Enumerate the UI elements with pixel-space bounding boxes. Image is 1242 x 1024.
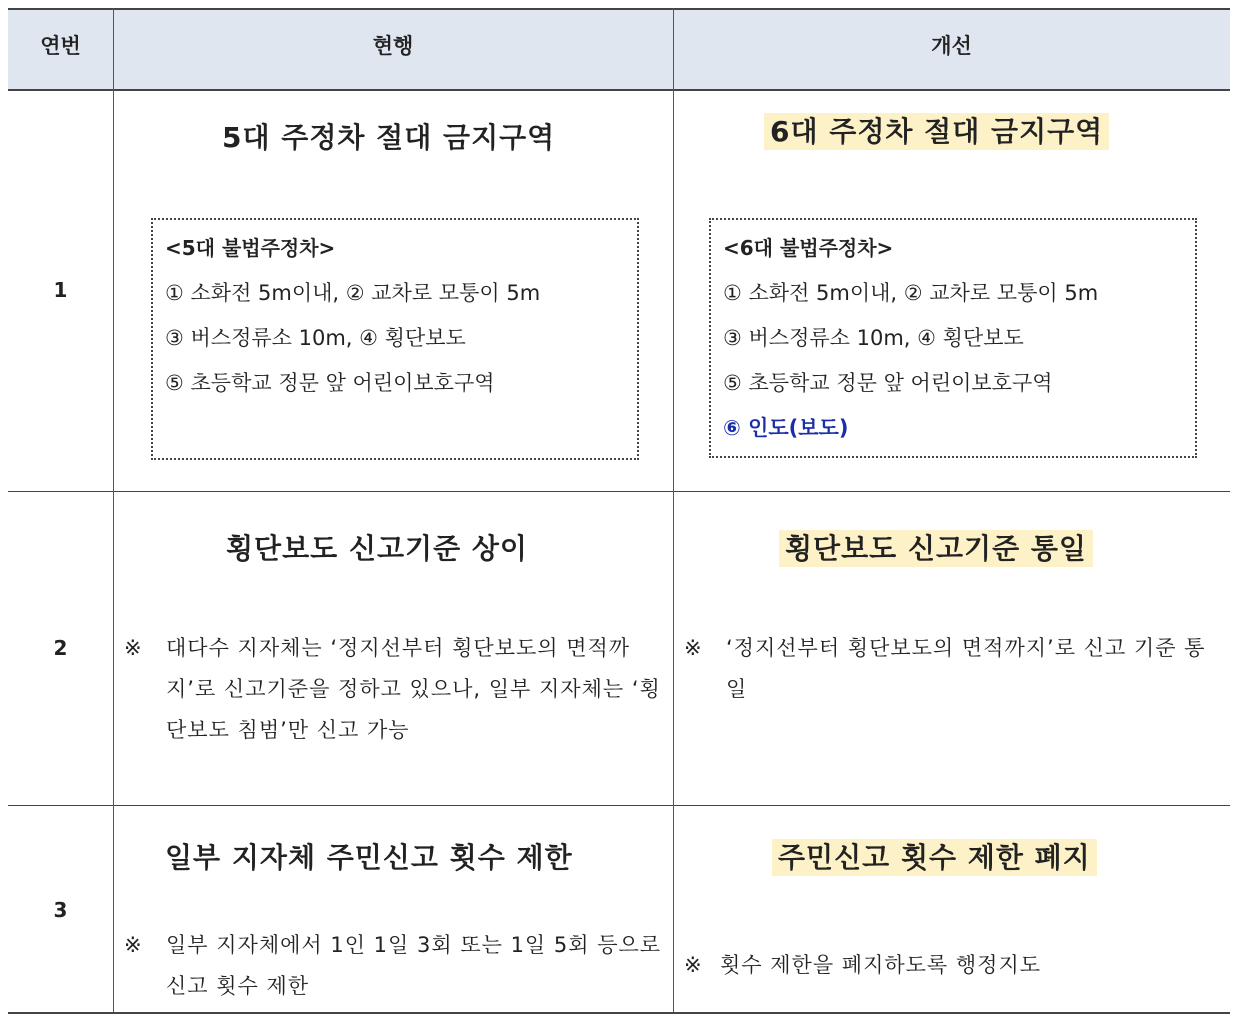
- row-1-bottom-border: [8, 491, 1230, 492]
- reference-mark: ※: [684, 636, 703, 660]
- note-text: 대다수 지자체는 ‘정지선부터 횡단보도의 면적까지’로 신고기준을 정하고 있으나, 일부 지자체는 ‘횡단보도 침범’만 신고 가능: [166, 636, 661, 742]
- header-current: 현행: [372, 34, 414, 58]
- row-2-improved-title: 횡단보도 신고기준 통일: [779, 527, 1093, 567]
- column-divider-2: [673, 8, 674, 1012]
- improved-box-item: ③ 버스정류소 10m, ④ 횡단보도: [723, 326, 1024, 350]
- current-box-item: ① 소화전 5m이내, ② 교차로 모퉁이 5m: [165, 281, 541, 305]
- note-text: 횟수 제한을 폐지하도록 행정지도: [720, 953, 1042, 977]
- column-divider-1: [113, 8, 114, 1012]
- row-1-current-box: [151, 218, 639, 460]
- improved-box-title: <6대 불법주정차>: [723, 236, 894, 260]
- header-bottom-border: [8, 89, 1230, 91]
- row-1-improved-title: 6대 주정차 절대 금지구역: [764, 110, 1109, 150]
- row-3-improved-note: [684, 945, 1219, 986]
- row-2-bottom-border: [8, 805, 1230, 806]
- improved-box-item: ⑤ 초등학교 정문 앞 어린이보호구역: [723, 371, 1053, 395]
- reference-mark: ※: [684, 953, 703, 977]
- row-3-current-title: 일부 지자체 주민신고 횟수 제한: [165, 841, 573, 874]
- header-no: 연번: [40, 34, 81, 58]
- improved-box-item-new: ⑥ 인도(보도): [723, 416, 849, 440]
- note-text: 일부 지자체에서 1인 1일 3회 또는 1일 5회 등으로 신고 횟수 제한: [166, 933, 662, 998]
- reference-mark: ※: [124, 636, 143, 660]
- reference-mark: ※: [124, 933, 143, 957]
- row-2-improved-note: [684, 628, 1219, 710]
- row-3-improved-title: 주민신고 횟수 제한 폐지: [772, 836, 1097, 876]
- row-2-current-title: 횡단보도 신고기준 상이: [226, 532, 528, 565]
- header-improved: 개선: [931, 34, 972, 58]
- row-1-current-title: 5대 주정차 절대 금지구역: [222, 121, 556, 154]
- table-top-border: [8, 8, 1230, 10]
- row-1-number: 1: [53, 278, 68, 302]
- row-3-number: 3: [53, 898, 68, 922]
- table-bottom-border: [8, 1012, 1230, 1014]
- current-box-item: ③ 버스정류소 10m, ④ 횡단보도: [165, 326, 466, 350]
- row-2-number: 2: [53, 636, 68, 660]
- row-2-current-note: [124, 628, 664, 751]
- improved-box-item: ① 소화전 5m이내, ② 교차로 모퉁이 5m: [723, 281, 1099, 305]
- current-box-item: ⑤ 초등학교 정문 앞 어린이보호구역: [165, 371, 495, 395]
- current-box-title: <5대 불법주정차>: [165, 236, 336, 260]
- note-text: ‘정지선부터 횡단보도의 면적까지’로 신고 기준 통일: [726, 636, 1206, 701]
- row-1-improved-box: [709, 218, 1197, 458]
- row-3-current-note: [124, 925, 664, 1007]
